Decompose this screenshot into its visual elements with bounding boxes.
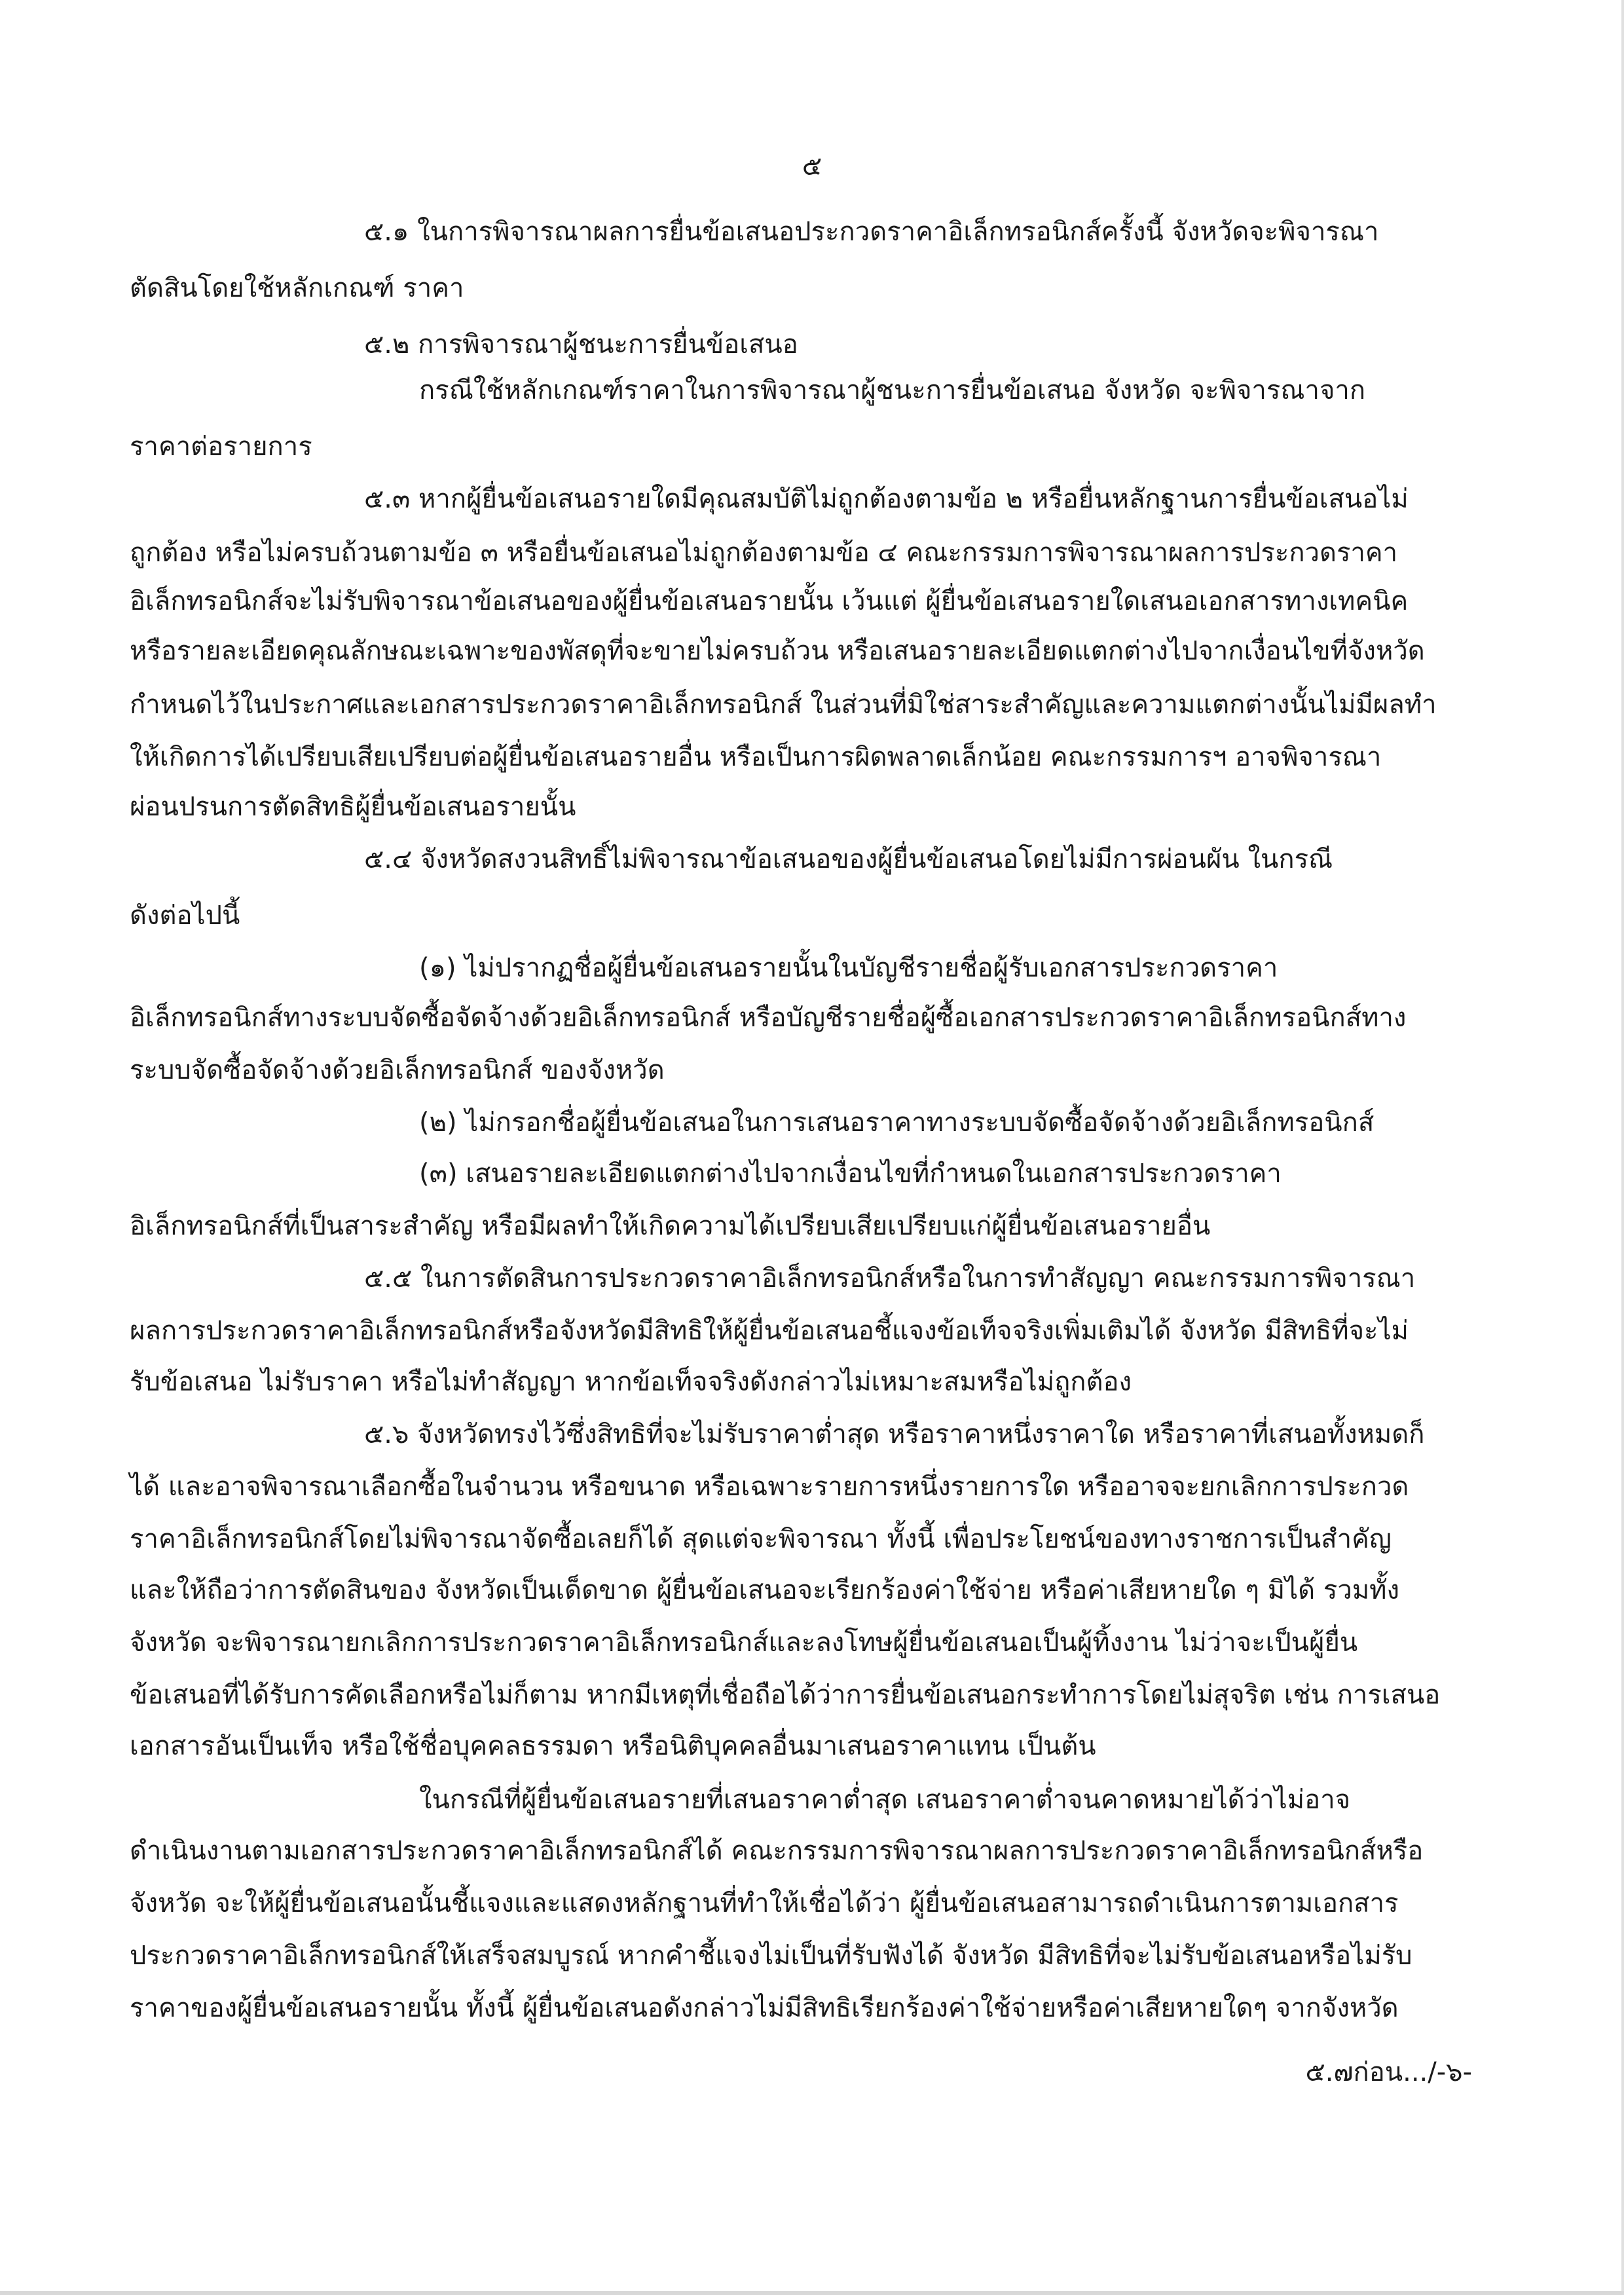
paragraph-5-6-line-6: ข้อเสนอที่ได้รับการคัดเลือกหรือไม่ก็ตาม หากมีเหตุที่เชื่อถือได้ว่าการยื่นข้อเสนอกระทำการโดยไม่สุจริต เช่น การเสนอ <box>130 1680 1441 1710</box>
paragraph-5-3-line-2: ถูกต้อง หรือไม่ครบถ้วนตามข้อ ๓ หรือยื่นข้อเสนอไม่ถูกต้องตามข้อ ๔ คณะกรรมการพิจารณาผลการประกวดราคา <box>130 538 1398 568</box>
item-1-line-2: อิเล็กทรอนิกส์ทางระบบจัดซื้อจัดจ้างด้วยอิเล็กทรอนิกส์ หรือบัญชีรายชื่อผู้ซื้อเอกสารประกวดราคาอิเล็กทรอนิกส์ทาง <box>130 1003 1407 1033</box>
heading-5-2: ๕.๒ การพิจารณาผู้ชนะการยื่นข้อเสนอ <box>364 329 798 360</box>
paragraph-5-4-line-2: ดังต่อไปนี้ <box>130 901 240 931</box>
paragraph-5-3-line-5: กำหนดไว้ในประกาศและเอกสารประกวดราคาอิเล็กทรอนิกส์ ในส่วนที่มิใช่สาระสำคัญและความแตกต่างนั้นไม่มีผลทำ <box>130 690 1437 720</box>
paragraph-5-2-line-2: ราคาต่อรายการ <box>130 432 312 462</box>
paragraph-5-3-line-3: อิเล็กทรอนิกส์จะไม่รับพิจารณาข้อเสนอของผู้ยื่นข้อเสนอรายนั้น เว้นแต่ ผู้ยื่นข้อเสนอรายใดเสนอเอกสารทางเทคนิค <box>130 586 1409 616</box>
paragraph-5-3-line-1: ๕.๓ หากผู้ยื่นข้อเสนอรายใดมีคุณสมบัติไม่ถูกต้องตามข้อ ๒ หรือยื่นหลักฐานการยื่นข้อเสนอไม่ <box>364 484 1409 514</box>
paragraph-5-6-line-4: และให้ถือว่าการตัดสินของ จังหวัดเป็นเด็ดขาด ผู้ยื่นข้อเสนอจะเรียกร้องค่าใช้จ่าย หรือค่าเสียหายใด ๆ มิได้ รวมทั้ง <box>130 1575 1400 1605</box>
paragraph-5-6-line-1: ๕.๖ จังหวัดทรงไว้ซึ่งสิทธิที่จะไม่รับราคาต่ำสุด หรือราคาหนึ่งราคาใด หรือราคาที่เสนอทั้งหมดก็ <box>364 1419 1425 1449</box>
paragraph-5-6-line-7: เอกสารอันเป็นเท็จ หรือใช้ชื่อบุคคลธรรมดา หรือนิติบุคคลอื่นมาเสนอราคาแทน เป็นต้น <box>130 1731 1096 1761</box>
paragraph-5-4-line-1: ๕.๔ จังหวัดสงวนสิทธิ์ไม่พิจารณาข้อเสนอของผู้ยื่นข้อเสนอโดยไม่มีการผ่อนผัน ในกรณี <box>364 844 1333 874</box>
paragraph-5-1-line-2: ตัดสินโดยใช้หลักเกณฑ์ ราคา <box>130 273 464 303</box>
paragraph-5-1-line-1: ๕.๑ ในการพิจารณาผลการยื่นข้อเสนอประกวดราคาอิเล็กทรอนิกส์ครั้งนี้ จังหวัดจะพิจารณา <box>364 217 1379 247</box>
paragraph-5-6-line-3: ราคาอิเล็กทรอนิกส์โดยไม่พิจารณาจัดซื้อเลยก็ได้ สุดแต่จะพิจารณา ทั้งนี้ เพื่อประโยชน์ของทางราชการเป็นสำคัญ <box>130 1524 1392 1554</box>
item-1-line-3: ระบบจัดซื้อจัดจ้างด้วยอิเล็กทรอนิกส์ ของจังหวัด <box>130 1055 665 1085</box>
item-3-line-2: อิเล็กทรอนิกส์ที่เป็นสาระสำคัญ หรือมีผลทำให้เกิดความได้เปรียบเสียเปรียบแก่ผู้ยื่นข้อเสนอรายอื่น <box>130 1211 1211 1241</box>
paragraph-low-price-line-1: ในกรณีที่ผู้ยื่นข้อเสนอรายที่เสนอราคาต่ำสุด เสนอราคาต่ำจนคาดหมายได้ว่าไม่อาจ <box>419 1785 1351 1815</box>
paragraph-5-5-line-3: รับข้อเสนอ ไม่รับราคา หรือไม่ทำสัญญา หากข้อเท็จจริงดังกล่าวไม่เหมาะสมหรือไม่ถูกต้อง <box>130 1367 1132 1397</box>
paragraph-5-5-line-1: ๕.๕ ในการตัดสินการประกวดราคาอิเล็กทรอนิกส์หรือในการทำสัญญา คณะกรรมการพิจารณา <box>364 1263 1416 1294</box>
paragraph-low-price-line-4: ประกวดราคาอิเล็กทรอนิกส์ให้เสร็จสมบูรณ์ หากคำชี้แจงไม่เป็นที่รับฟังได้ จังหวัด มีสิทธิที่จะไม่รับข้อเสนอหรือไม่รับ <box>130 1941 1412 1971</box>
page-number: ๕ <box>802 151 822 181</box>
paragraph-5-3-line-6: ให้เกิดการได้เปรียบเสียเปรียบต่อผู้ยื่นข้อเสนอรายอื่น หรือเป็นการผิดพลาดเล็กน้อย คณะกรรมการฯ อาจพิจารณา <box>130 742 1382 772</box>
paragraph-5-6-line-2: ได้ และอาจพิจารณาเลือกซื้อในจำนวน หรือขนาด หรือเฉพาะรายการหนึ่งรายการใด หรืออาจจะยกเลิกการประกวด <box>130 1472 1409 1502</box>
page-right-edge <box>1621 0 1624 2295</box>
page-bottom-edge <box>0 2291 1624 2295</box>
paragraph-5-3-line-4: หรือรายละเอียดคุณลักษณะเฉพาะของพัสดุที่จะขายไม่ครบถ้วน หรือเสนอรายละเอียดแตกต่างไปจากเงื่อนไขที่จังหวัด <box>130 636 1425 666</box>
item-2: (๒) ไม่กรอกชื่อผู้ยื่นข้อเสนอในการเสนอราคาทางระบบจัดซื้อจัดจ้างด้วยอิเล็กทรอนิกส์ <box>419 1108 1375 1138</box>
paragraph-low-price-line-3: จังหวัด จะให้ผู้ยื่นข้อเสนอนั้นชี้แจงและแสดงหลักฐานที่ทำให้เชื่อได้ว่า ผู้ยื่นข้อเสนอสามารถดำเนินการตามเอกสาร <box>130 1888 1399 1918</box>
paragraph-5-3-line-7: ผ่อนปรนการตัดสิทธิผู้ยื่นข้อเสนอรายนั้น <box>130 792 576 822</box>
item-1-line-1: (๑) ไม่ปรากฏชื่อผู้ยื่นข้อเสนอรายนั้นในบัญชีรายชื่อผู้รับเอกสารประกวดราคา <box>419 953 1278 983</box>
paragraph-5-6-line-5: จังหวัด จะพิจารณายกเลิกการประกวดราคาอิเล็กทรอนิกส์และลงโทษผู้ยื่นข้อเสนอเป็นผู้ทิ้งงาน ไม่ว่าจะเป็นผู้ยื่น <box>130 1628 1358 1658</box>
paragraph-5-5-line-2: ผลการประกวดราคาอิเล็กทรอนิกส์หรือจังหวัดมีสิทธิให้ผู้ยื่นข้อเสนอชี้แจงข้อเท็จจริงเพิ่มเติมได้ จังหวัด มีสิทธิที่จะไม่ <box>130 1316 1409 1346</box>
continuation-footer: ๕.๗ก่อน.../-๖- <box>1305 2057 1472 2087</box>
paragraph-low-price-line-5: ราคาของผู้ยื่นข้อเสนอรายนั้น ทั้งนี้ ผู้ยื่นข้อเสนอดังกล่าวไม่มีสิทธิเรียกร้องค่าใช้จ่ายหรือค่าเสียหายใดๆ จากจังหวัด <box>130 1993 1399 2023</box>
paragraph-low-price-line-2: ดำเนินงานตามเอกสารประกวดราคาอิเล็กทรอนิกส์ได้ คณะกรรมการพิจารณาผลการประกวดราคาอิเล็กทรอนิกส์หรือ <box>130 1836 1424 1866</box>
paragraph-5-2-line-1: กรณีใช้หลักเกณฑ์ราคาในการพิจารณาผู้ชนะการยื่นข้อเสนอ จังหวัด จะพิจารณาจาก <box>419 375 1366 405</box>
item-3-line-1: (๓) เสนอรายละเอียดแตกต่างไปจากเงื่อนไขที่กำหนดในเอกสารประกวดราคา <box>419 1159 1282 1189</box>
